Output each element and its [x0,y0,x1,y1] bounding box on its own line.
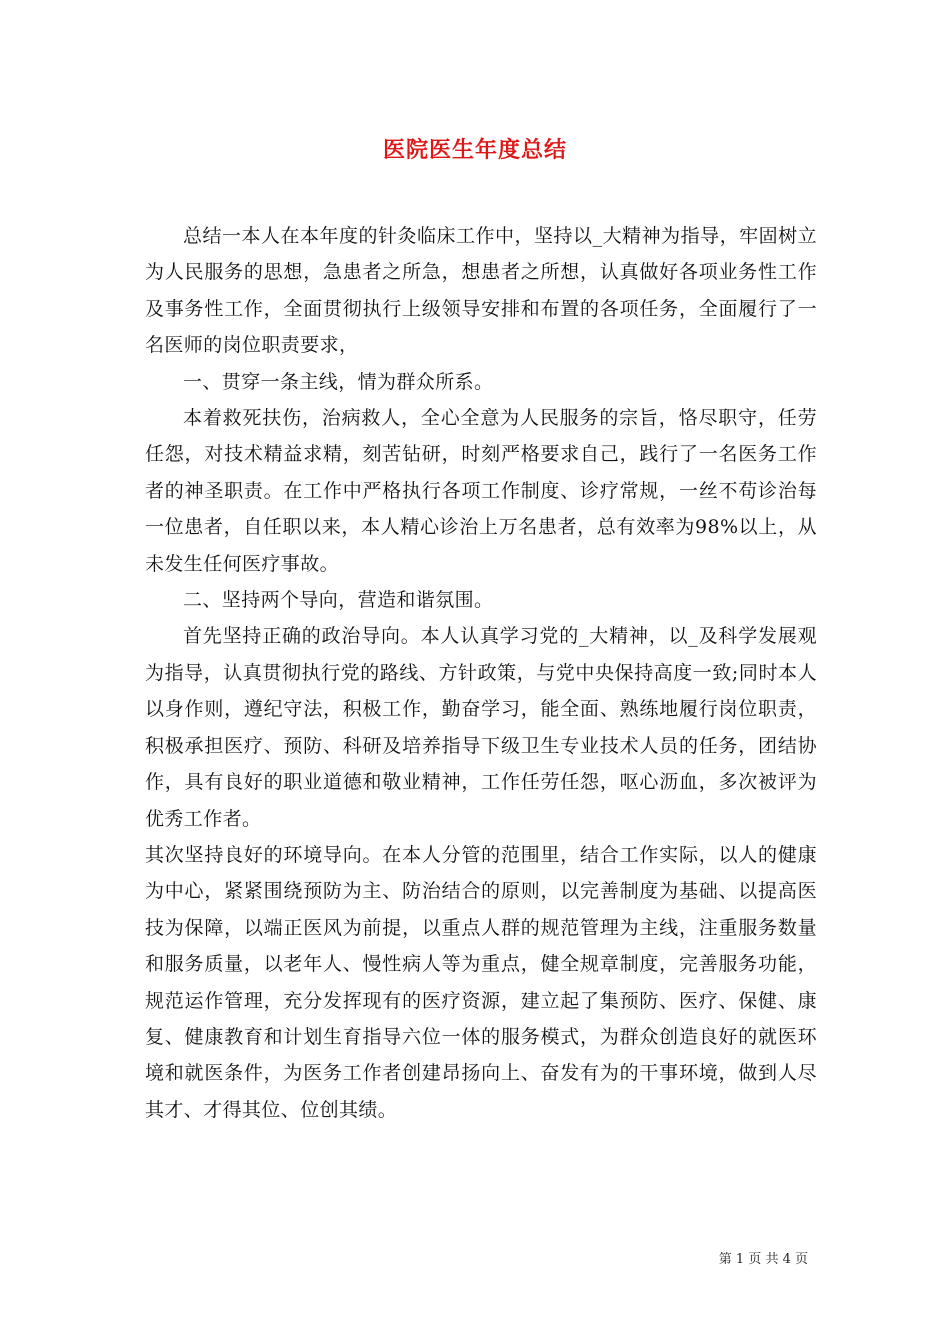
document-body [145,218,817,1128]
paragraph-section-one: 本着救死扶伤，治病救人，全心全意为人民服务的宗旨，恪尽职守，任劳任怨，对技术精益求精，刻苦钻研，时刻严格要求自己，践行了一名医务工作者的神圣职责。在工作中严格执行各项工作制度、诊疗常规，一丝不苟诊治每一位患者，自任职以来，本人精心诊治上万名患者，总有效率为98%以上，从未发生任何医疗事故。 [145,407,817,575]
document-title: 医院医生年度总结 [382,137,567,163]
paragraph-intro: 总结一本人在本年度的针灸临床工作中，坚持以_大精神为指导，牢固树立为人民服务的思想，急患者之所急，想患者之所想，认真做好各项业务性工作及事务性工作，全面贯彻执行上级领导安排和布置的各项任务，全面履行了一名医师的岗位职责要求， [145,225,817,357]
paragraph-environment-orientation: 其次坚持良好的环境导向。在本人分管的范围里，结合工作实际，以人的健康为中心，紧紧围绕预防为主、防治结合的原则，以完善制度为基础、以提高医技为保障，以端正医风为前提，以重点人群的规范管理为主线，注重服务数量和服务质量，以老年人、慢性病人等为重点，健全规章制度，完善服务功能，规范运作管理，充分发挥现有的医疗资源，建立起了集预防、医疗、保健、康复、健康教育和计划生育指导六位一体的服务模式，为群众创造良好的就医环境和就医条件，为医务工作者创建昂扬向上、奋发有为的干事环境，做到人尽其才、才得其位、位创其绩。 [145,843,817,1121]
paragraph-political-orientation: 首先坚持正确的政治导向。本人认真学习党的_大精神，以_及科学发展观为指导，认真贯彻执行党的路线、方针政策，与党中央保持高度一致;同时本人以身作则，遵纪守法，积极工作，勤奋学习，能全面、熟练地履行岗位职责，积极承担医疗、预防、科研及培养指导下级卫生专业技术人员的任务，团结协作，具有良好的职业道德和敬业精神，工作任劳任怨，呕心沥血，多次被评为优秀工作者。 [145,625,817,830]
paragraph-heading-one: 一、贯穿一条主线，情为群众所系。 [183,370,494,393]
page-number-footer: 第 1 页 共 4 页 [718,1252,808,1267]
paragraph-heading-two: 二、坚持两个导向，营造和谐氛围。 [183,589,494,612]
